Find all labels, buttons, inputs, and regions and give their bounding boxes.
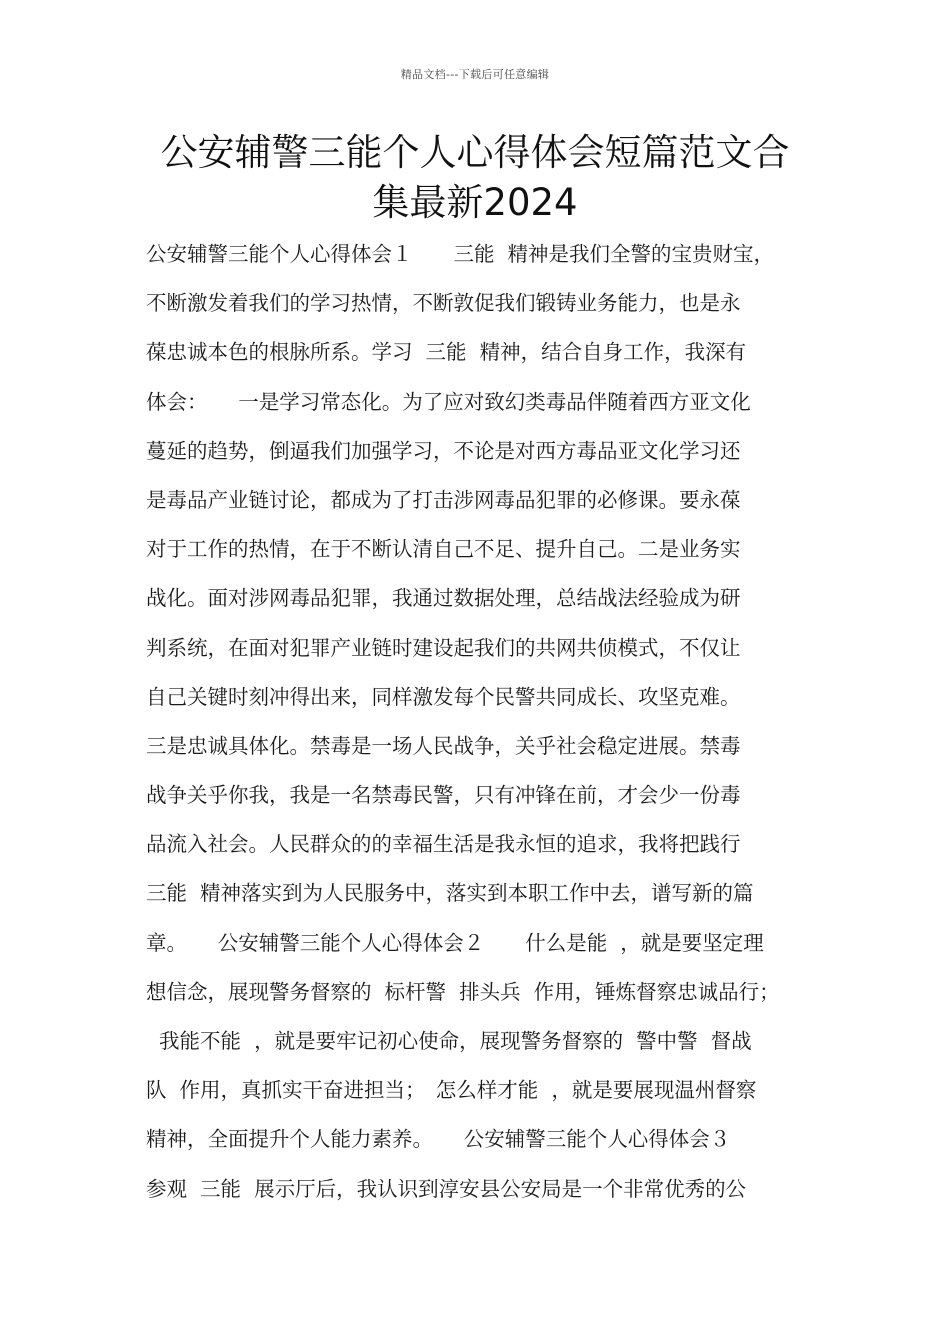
document-title-line-2: 集最新2024 xyxy=(372,181,578,224)
body-line: 战化。面对涉网毒品犯罪，我通过数据处理，总结战法经验成为研 xyxy=(146,586,741,611)
body-line: 章。 公安辅警三能个人心得体会２ 什么是能 ，就是要坚定理 xyxy=(146,930,764,955)
body-line: 队 作用，真抓实干奋进担当； 怎么样才能 ，就是要展现温州督察 xyxy=(146,1078,757,1103)
body-line: 三能 精神落实到为人民服务中，落实到本职工作中去，谱写新的篇 xyxy=(146,881,754,906)
body-line: 是毒品产业链讨论，都成为了打击涉网毒品犯罪的必修课。要永葆 xyxy=(146,487,741,512)
document-title-line-1: 公安辅警三能个人心得体会短篇范文合 xyxy=(160,131,790,174)
body-line: 体会： 一是学习常态化。为了应对致幻类毒品伴随着西方亚文化 xyxy=(146,389,751,414)
body-line: 自己关键时刻冲得出来，同样激发每个民警共同成长、攻坚克难。 xyxy=(146,684,741,709)
body-line: 蔓延的趋势，倒逼我们加强学习，不论是对西方毒品亚文化学习还 xyxy=(146,438,741,463)
body-line: 对于工作的热情，在于不断认清自己不足、提升自己。二是业务实 xyxy=(146,537,741,562)
body-line: 三是忠诚具体化。禁毒是一场人民战争，关乎社会稳定进展。禁毒 xyxy=(146,733,741,758)
body-line: 想信念，展现警务督察的 标杆警 排头兵 作用，锤炼督察忠诚品行； xyxy=(146,979,780,1004)
body-line: 品流入社会。人民群众的的幸福生活是我永恒的追求，我将把践行 xyxy=(146,832,741,857)
document-title xyxy=(120,128,830,228)
body-line: 不断激发着我们的学习热情，不断敦促我们锻铸业务能力，也是永 xyxy=(146,291,741,316)
body-line: 战争关乎你我，我是一名禁毒民警，只有冲锋在前，才会少一份毒 xyxy=(146,783,741,808)
document-body xyxy=(146,230,806,1214)
body-line: 我能不能 ，就是要牢记初心使命，展现警务督察的 警中警 督战 xyxy=(146,1029,752,1053)
body-line: 葆忠诚本色的根脉所系。学习 三能 精神，结合自身工作，我深有 xyxy=(146,340,747,365)
body-line: 公安辅警三能个人心得体会１ 三能 精神是我们全警的宝贵财宝， xyxy=(146,242,775,266)
body-line: 判系统，在面对犯罪产业链时建设起我们的共网共侦模式，不仅让 xyxy=(146,635,741,660)
body-line: 精神，全面提升个人能力素养。 公安辅警三能个人心得体会３ xyxy=(146,1127,731,1152)
body-line: 参观 三能 展示厅后，我认识到淳安县公安局是一个非常优秀的公 xyxy=(146,1176,747,1201)
page-header-watermark: 精品文档---下载后可任意编辑 xyxy=(400,68,550,81)
